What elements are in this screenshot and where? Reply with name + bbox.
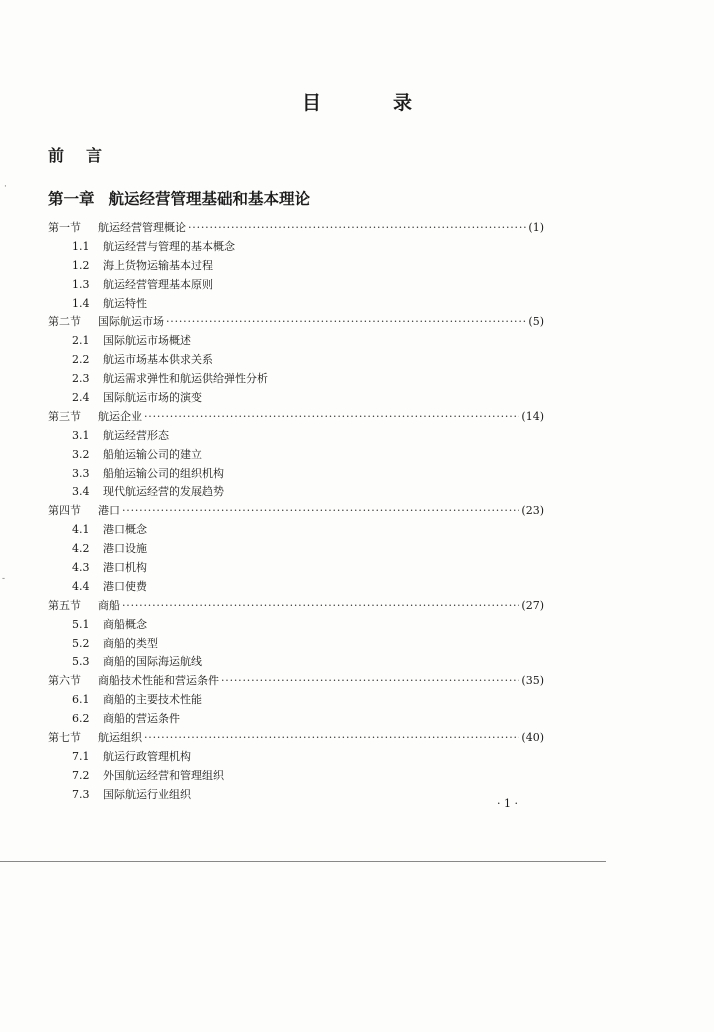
subsection-title: 港口概念 xyxy=(103,523,147,537)
subsection-title: 国际航运行业组织 xyxy=(103,787,191,801)
subsection-number: 3.4 xyxy=(72,485,90,499)
section-number: 第六节 xyxy=(48,674,81,688)
subsection-number: 6.1 xyxy=(72,693,90,707)
toc-subsection-row xyxy=(48,748,544,767)
toc-subsection-row xyxy=(48,653,544,672)
section-page: (23) xyxy=(521,504,544,518)
toc-list xyxy=(48,219,544,805)
section-number: 第一节 xyxy=(48,221,81,234)
toc-heading xyxy=(0,88,714,115)
subsection-title: 航运需求弹性和航运供给弹性分析 xyxy=(103,372,268,386)
subsection-title: 商船的类型 xyxy=(103,636,158,650)
toc-subsection-row xyxy=(48,521,544,540)
toc-section-row xyxy=(48,502,544,521)
toc-heading-left: 目 xyxy=(301,92,321,114)
section-title: 商船技术性能和营运条件 xyxy=(98,674,219,688)
leader-dots xyxy=(122,502,519,521)
toc-subsection-row xyxy=(48,276,544,295)
subsection-number: 7.3 xyxy=(72,787,90,801)
toc-section-row xyxy=(48,313,544,332)
subsection-number: 4.2 xyxy=(72,542,90,556)
toc-subsection-row xyxy=(48,238,544,257)
toc-subsection-row xyxy=(48,427,544,446)
subsection-number: 5.1 xyxy=(72,617,90,631)
scan-mark: - xyxy=(2,574,6,584)
page-folio: · 1 · xyxy=(497,797,518,810)
toc-subsection-row xyxy=(48,635,544,654)
subsection-number: 7.2 xyxy=(72,768,90,782)
section-page: (40) xyxy=(521,731,544,745)
section-title: 航运企业 xyxy=(98,409,142,423)
section-title: 航运组织 xyxy=(98,731,142,745)
subsection-number: 1.2 xyxy=(72,258,90,272)
section-title: 国际航运市场 xyxy=(98,315,164,329)
scan-mark: · xyxy=(4,182,7,192)
subsection-number: 2.3 xyxy=(72,372,90,386)
section-page: (27) xyxy=(521,598,544,612)
subsection-title: 商船概念 xyxy=(103,617,147,631)
subsection-title: 现代航运经营的发展趋势 xyxy=(103,485,224,499)
subsection-number: 7.1 xyxy=(72,749,90,763)
subsection-title: 港口机构 xyxy=(103,561,147,575)
section-title: 商船 xyxy=(98,598,120,612)
subsection-number: 5.2 xyxy=(72,636,90,650)
section-number: 第四节 xyxy=(48,504,81,518)
section-page: (5) xyxy=(528,315,544,329)
toc-section-row xyxy=(48,672,544,691)
subsection-title: 船舶运输公司的组织机构 xyxy=(103,466,224,480)
subsection-title: 海上货物运输基本过程 xyxy=(103,258,213,272)
toc-subsection-row xyxy=(48,332,544,351)
toc-section-row xyxy=(48,597,544,616)
toc-subsection-row xyxy=(48,691,544,710)
toc-subsection-row xyxy=(48,559,544,578)
section-page: (1) xyxy=(528,221,544,234)
subsection-title: 商船的国际海运航线 xyxy=(103,655,202,669)
toc-heading-right: 录 xyxy=(393,92,413,114)
toc-subsection-row xyxy=(48,446,544,465)
leader-dots xyxy=(221,672,519,691)
toc-subsection-row xyxy=(48,540,544,559)
subsection-title: 航运行政管理机构 xyxy=(103,749,191,763)
subsection-number: 1.4 xyxy=(72,296,90,310)
toc-section-row xyxy=(48,219,544,238)
section-page: (14) xyxy=(521,409,544,423)
subsection-title: 国际航运市场概述 xyxy=(103,334,191,348)
section-number: 第二节 xyxy=(48,315,81,329)
toc-subsection-row xyxy=(48,710,544,729)
toc-subsection-row xyxy=(48,389,544,408)
subsection-number: 6.2 xyxy=(72,712,90,726)
subsection-number: 2.2 xyxy=(72,353,90,367)
subsection-number: 4.1 xyxy=(72,523,90,537)
section-page: (35) xyxy=(521,674,544,688)
subsection-number: 2.1 xyxy=(72,334,90,348)
subsection-title: 船舶运输公司的建立 xyxy=(103,447,202,461)
leader-dots xyxy=(188,219,526,238)
subsection-title: 商船的主要技术性能 xyxy=(103,693,202,707)
subsection-number: 3.1 xyxy=(72,428,90,442)
subsection-title: 外国航运经营和管理组织 xyxy=(103,768,224,782)
subsection-title: 航运经营管理基本原则 xyxy=(103,277,213,291)
toc-subsection-row xyxy=(48,351,544,370)
subsection-number: 3.3 xyxy=(72,466,90,480)
toc-section-row xyxy=(48,729,544,748)
subsection-title: 航运特性 xyxy=(103,296,147,310)
section-number: 第三节 xyxy=(48,409,81,423)
subsection-title: 港口使费 xyxy=(103,579,147,593)
chapter-heading xyxy=(48,187,310,209)
toc-subsection-row xyxy=(48,786,544,805)
section-title: 港口 xyxy=(98,504,120,518)
subsection-title: 商船的营运条件 xyxy=(103,712,180,726)
section-number: 第五节 xyxy=(48,598,81,612)
preface-entry: 前言 xyxy=(48,146,125,165)
subsection-title: 国际航运市场的演变 xyxy=(103,391,202,405)
toc-section-row xyxy=(48,408,544,427)
bottom-rule xyxy=(0,861,606,862)
subsection-title: 航运市场基本供求关系 xyxy=(103,353,213,367)
toc-subsection-row xyxy=(48,257,544,276)
chapter-number: 第一章 xyxy=(48,190,95,208)
subsection-number: 4.3 xyxy=(72,561,90,575)
section-title: 航运经营管理概论 xyxy=(98,221,186,234)
subsection-title: 港口设施 xyxy=(103,542,147,556)
toc-subsection-row xyxy=(48,370,544,389)
subsection-title: 航运经营与管理的基本概念 xyxy=(103,239,235,253)
leader-dots xyxy=(122,597,519,616)
leader-dots xyxy=(144,408,519,427)
subsection-number: 5.3 xyxy=(72,655,90,669)
toc-subsection-row xyxy=(48,616,544,635)
section-number: 第七节 xyxy=(48,731,81,745)
toc-subsection-row xyxy=(48,465,544,484)
subsection-number: 2.4 xyxy=(72,391,90,405)
toc-subsection-row xyxy=(48,767,544,786)
subsection-number: 1.3 xyxy=(72,277,90,291)
chapter-title: 航运经营管理基础和基本理论 xyxy=(108,190,311,208)
subsection-number: 4.4 xyxy=(72,579,90,593)
leader-dots xyxy=(166,313,526,332)
toc-subsection-row xyxy=(48,483,544,502)
toc-subsection-row xyxy=(48,578,544,597)
leader-dots xyxy=(144,729,519,748)
subsection-title: 航运经营形态 xyxy=(103,428,169,442)
subsection-number: 3.2 xyxy=(72,447,90,461)
toc-subsection-row xyxy=(48,295,544,314)
subsection-number: 1.1 xyxy=(72,239,90,253)
